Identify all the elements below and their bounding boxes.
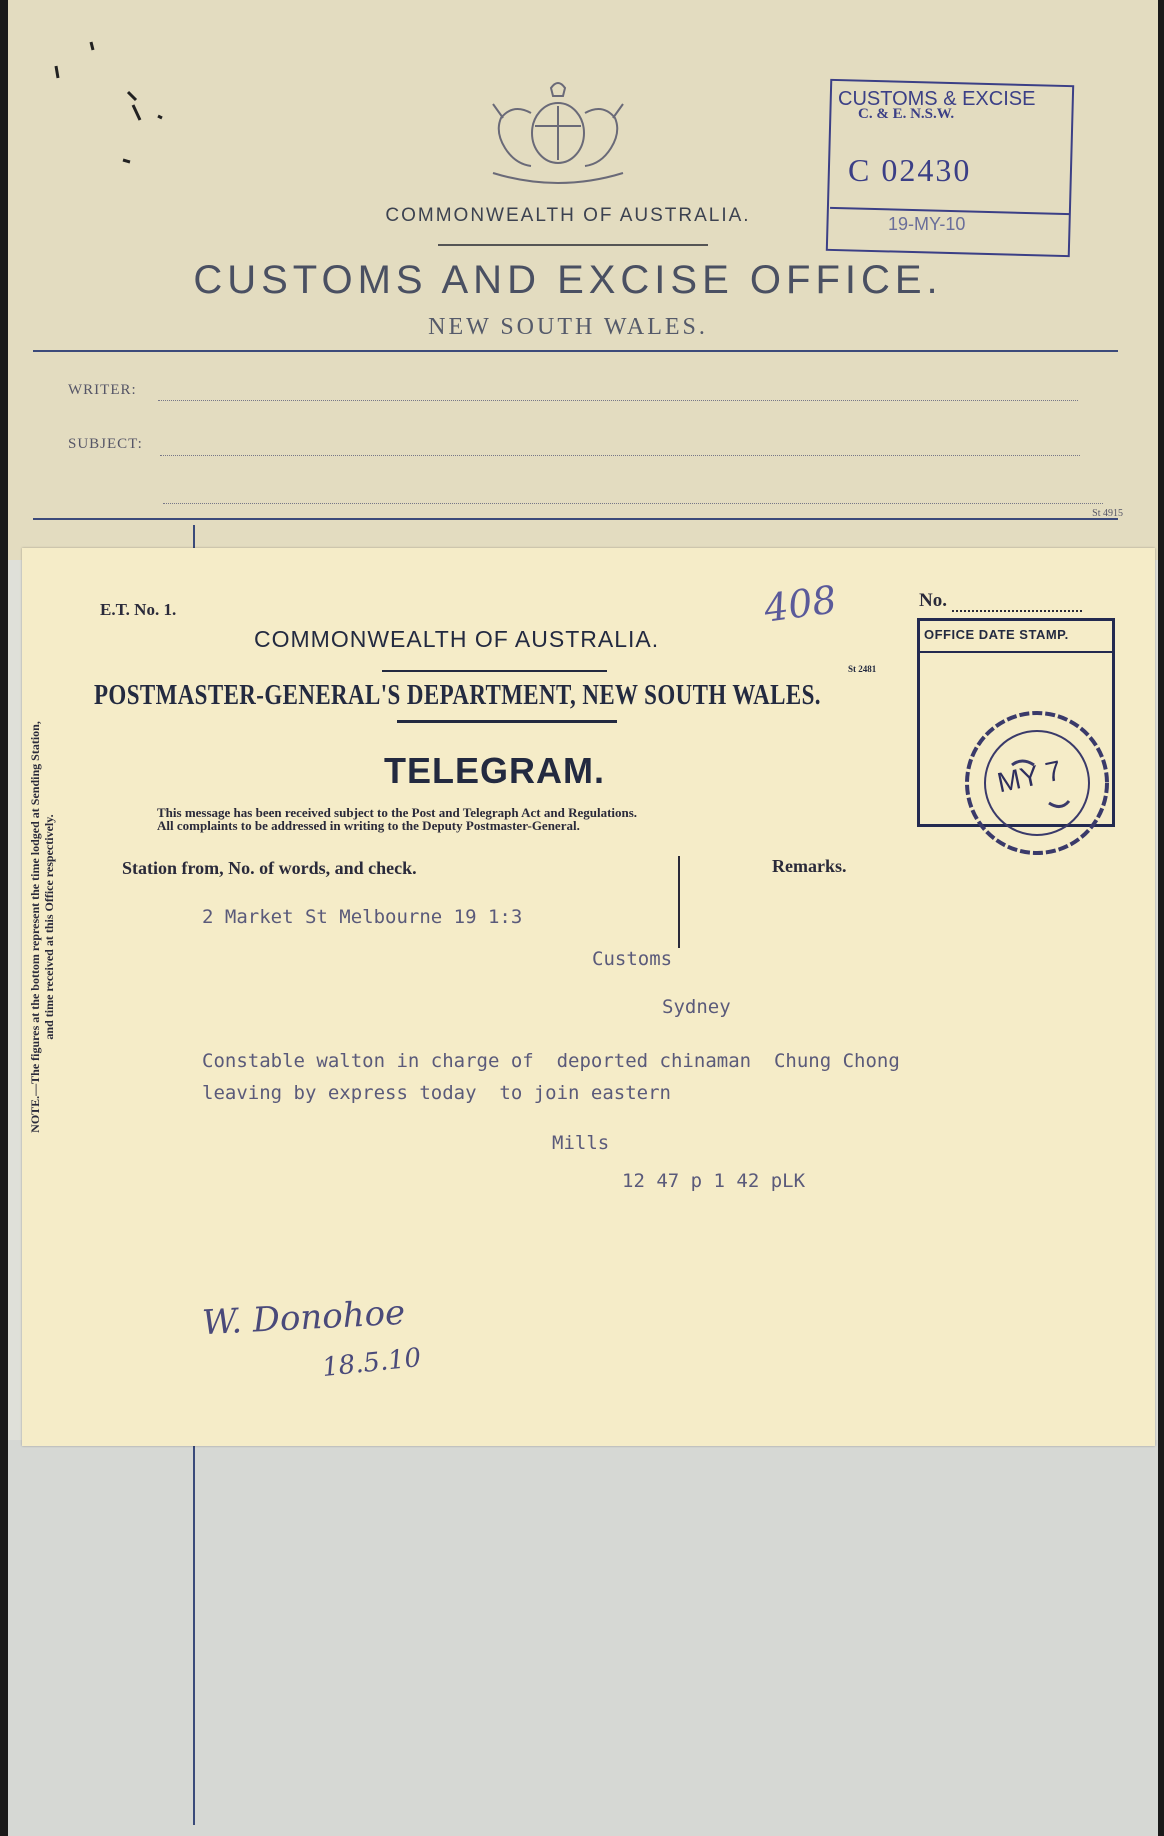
remarks-label: Remarks.: [772, 856, 847, 876]
divider: [438, 244, 708, 246]
side-note-line-2: and time received at this Office respectively.: [42, 814, 56, 1040]
form-number: E.T. No. 1.: [100, 600, 177, 619]
divider: [397, 720, 617, 723]
telegram-title: TELEGRAM.: [384, 750, 605, 791]
office-title: CUSTOMS AND EXCISE OFFICE.: [193, 258, 943, 302]
subject-label: SUBJECT:: [68, 436, 143, 452]
message-body-line-1: Constable walton in charge of deported chinaman Chung Chong: [202, 1050, 900, 1072]
divider: [382, 670, 607, 672]
stamp-line-2: C. & E. N.S.W.: [858, 106, 955, 122]
subject-line: [160, 455, 1080, 456]
writer-label: WRITER:: [68, 382, 137, 398]
annotation-name: W. Donohoe: [201, 1292, 407, 1344]
message-origin: 2 Market St Melbourne 19 1:3: [202, 906, 523, 928]
side-note-line-1: NOTE.—The figures at the bottom represent the time lodged at Sending Station,: [28, 721, 42, 1133]
telegram-stock-code: St 2481: [848, 664, 877, 674]
divider: [33, 350, 1118, 352]
notice: [157, 806, 637, 832]
annotation-date: 18.5.10: [320, 1342, 423, 1384]
cover-stock-bottom: [8, 1440, 1158, 1836]
divider: [33, 518, 1118, 520]
postmark-date: MY 7: [994, 754, 1065, 799]
handwritten-number: 408: [761, 577, 840, 631]
number-line: [952, 610, 1082, 612]
department-name: POSTMASTER-GENERAL'S DEPARTMENT, NEW SOUTH WALES.: [94, 680, 821, 711]
writer-line: [158, 400, 1078, 401]
cover-heading: COMMONWEALTH OF AUSTRALIA.: [385, 205, 751, 226]
divider: [920, 651, 1112, 653]
telegram-heading: COMMONWEALTH OF AUSTRALIA.: [254, 626, 660, 652]
stamp-date: 19-MY-10: [888, 214, 966, 234]
message-addressee: Customs: [592, 948, 673, 970]
message-times: 12 47 p 1 42 pLK: [622, 1170, 806, 1192]
message-signature: Mills: [552, 1132, 610, 1154]
notice-line-1: This message has been received subject to the Post and Telegraph Act and Regulations.: [157, 805, 638, 820]
office-date-stamp-label: OFFICE DATE STAMP.: [924, 627, 1069, 642]
subject-line-2: [163, 503, 1103, 504]
state-name: NEW SOUTH WALES.: [428, 314, 708, 340]
postmark-stamp: [957, 703, 1117, 863]
ink-marks: [48, 20, 228, 190]
column-divider: [678, 856, 680, 948]
stamp-line-1: CUSTOMS & EXCISE: [838, 88, 1036, 110]
message-destination: Sydney: [662, 996, 731, 1018]
stock-code: St 4915: [1092, 508, 1123, 519]
number-label: No.: [919, 590, 947, 611]
station-label: Station from, No. of words, and check.: [122, 858, 417, 878]
stamp-number: C 02430: [848, 152, 972, 188]
telegram-form: [22, 548, 1155, 1446]
side-note: [28, 697, 56, 1157]
notice-line-2: All complaints to be addressed in writing to the Deputy Postmaster-General.: [157, 818, 580, 833]
message-body-line-2: leaving by express today to join eastern: [202, 1082, 671, 1104]
coat-of-arms-icon: [473, 78, 643, 186]
customs-received-stamp: [828, 82, 1076, 257]
